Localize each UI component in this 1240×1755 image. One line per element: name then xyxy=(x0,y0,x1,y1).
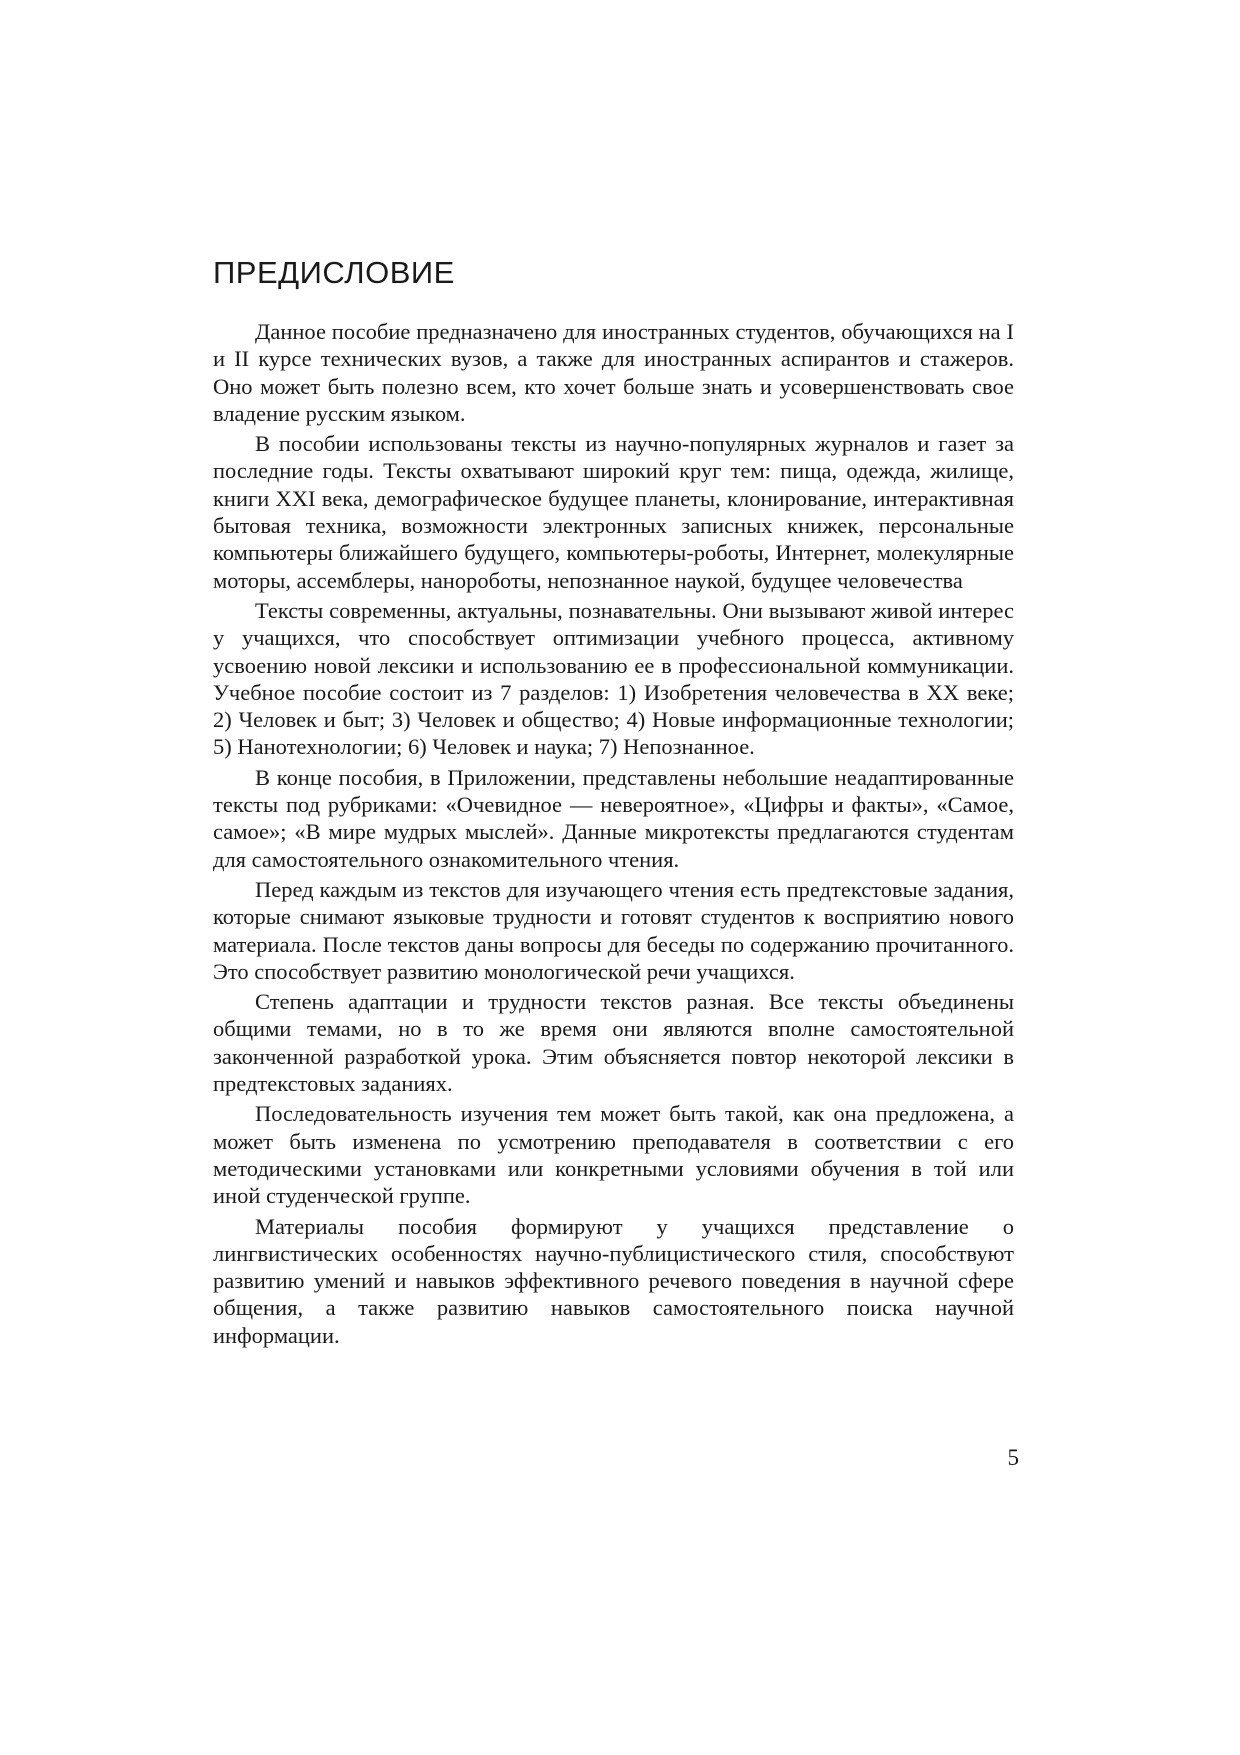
paragraph: Тексты современны, актуальны, познавательны. Они вызывают живой интерес у учащихся, что способствует оптимизации учебного процесса, активному усвоению новой лексики и использованию ее в профессиональной коммуникации. Учебное пособие состоит из 7 разделов: 1) Изобретения человечества в XX веке; 2) Человек и быт; 3) Человек и общество; 4) Новые информационные технологии; 5) Нанотехнологии; 6) Человек и наука; 7) Непознанное. xyxy=(213,597,1014,760)
paragraph: Данное пособие предназначено для иностранных студентов, обучающихся на I и II курсе технических вузов, а также для иностранных аспирантов и стажеров. Оно может быть полезно всем, кто хочет больше знать и усовершенствовать свое владение русским языком. xyxy=(213,319,1014,426)
paragraph: Степень адаптации и трудности текстов разная. Все тексты объединены общими темами, но в то же время они являются вполне самостоятельной законченной разработкой урока. Этим объясняется повтор некоторой лексики в предтекстовых заданиях. xyxy=(213,989,1014,1097)
paragraph: Перед каждым из текстов для изучающего чтения есть предтекстовые задания, которые снимают языковые трудности и готовят студентов к восприятию нового материала. После текстов даны вопросы для беседы по содержанию прочитанного. Это способствует развитию монологической речи учащихся. xyxy=(213,876,1014,984)
page-number: 5 xyxy=(1007,1445,1019,1470)
paragraph: Материалы пособия формируют у учащихся представление о лингвистических особенностях научно-публицистического стиля, способствуют развитию умений и навыков эффективного речевого поведения в научной сфере общения, а также развитию навыков самостоятельного поиска научной информации. xyxy=(213,1213,1014,1348)
paragraph: Последовательность изучения тем может быть такой, как она предложена, а может быть изменена по усмотрению преподавателя в соответствии с его методическими установками или конкретными условиями обучения в той или иной студенческой группе. xyxy=(213,1101,1014,1209)
preface-body xyxy=(213,318,1014,1352)
paragraph: В конце пособия, в Приложении, представлены небольшие неадаптированные тексты под рубриками: «Очевидное — невероятное», «Цифры и факты», «Самое, самое»; «В мире мудрых мыслей». Данные микротексты предлагаются студентам для самостоятельного ознакомительного чтения. xyxy=(213,764,1014,872)
paragraph: В пособии использованы тексты из научно-популярных журналов и газет за последние годы. Тексты охватывают широкий круг тем: пища, одежда, жилище, книги XXI века, демографическое будущее планеты, клонирование, интерактивная бытовая техника, возможности электронных записных книжек, персональные компьютеры ближайшего будущего, компьютеры-роботы, Интернет, молекулярные моторы, ассемблеры, нанороботы, непознанное наукой, будущее человечества xyxy=(213,431,1014,593)
page-title: ПРЕДИСЛОВИЕ xyxy=(213,255,455,290)
